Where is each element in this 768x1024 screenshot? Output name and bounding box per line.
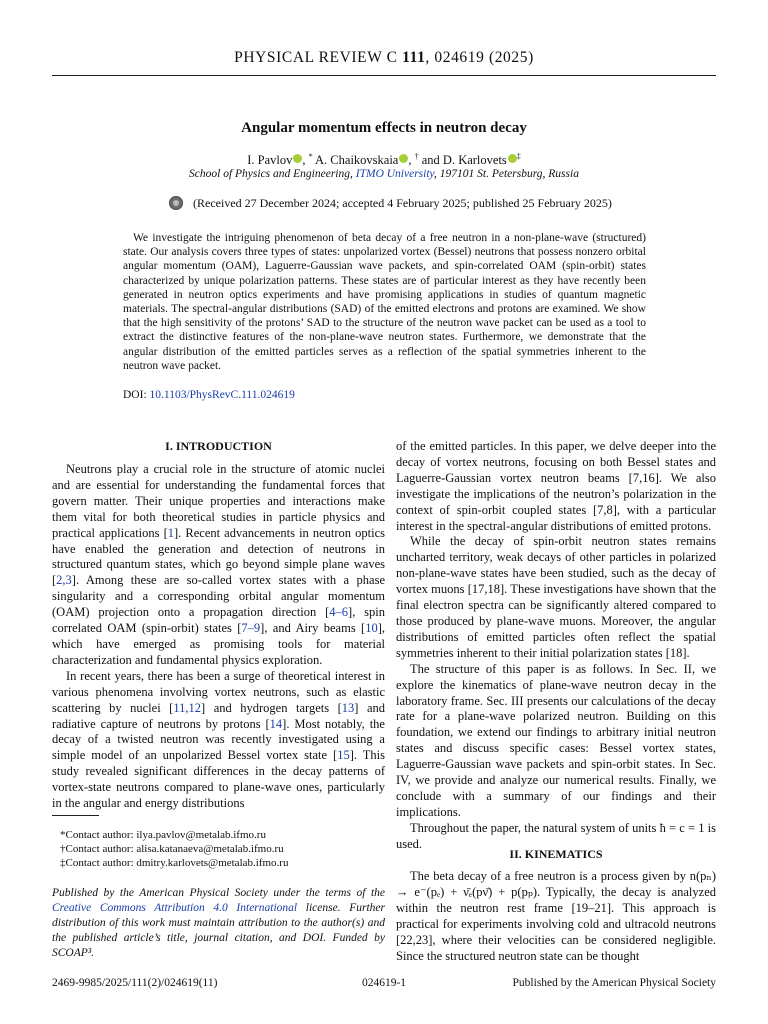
affiliation-link[interactable]: ITMO University xyxy=(355,168,435,180)
footer-page-number: 024619-1 xyxy=(361,977,407,989)
citation-link[interactable]: 15 xyxy=(337,748,350,763)
author-footnote-mark[interactable]: ‡ xyxy=(516,152,521,161)
paper-title: Angular momentum effects in neutron decay xyxy=(241,120,527,136)
footer-publisher: Published by the American Physical Society xyxy=(512,977,716,989)
crossmark-icon[interactable] xyxy=(169,196,183,210)
citation-link[interactable]: 7–9 xyxy=(241,621,261,636)
orcid-icon[interactable] xyxy=(508,154,517,163)
citation-link[interactable]: 13 xyxy=(341,700,355,715)
text: ]. This study revealed significant differences in the decay patterns of vortex-state neutrons compared to plane-wave ones, particularly in the angular and energy distributions xyxy=(52,748,385,811)
license-notice xyxy=(52,886,385,961)
text: ], and Airy beams [ xyxy=(260,621,366,636)
abstract: We investigate the intriguing phenomenon of beta decay of a free neutron in a non-plane-wave (structured) state. Our analysis covers three types of states: unpolarized vortex (Bessel) neutrons that possess nonzero orbital angular momentum (OAM), Laguerre-Gaussian wave packets, and spin-correlated OAM (spin-orbit) states characterized by unique polarization patterns. These states are of particular interest as they have recently been generated in neutron optics experiments and have promising applications in studies of quantum magnetic materials. The spectral-angular distributions (SAD) of the emitted electrons and protons are examined. We show that the high sensitivity of the protons’ SAD to the structure of the neutron wave packet can be used as a tool to extract the distinctive features of the non-plane-wave neutron states. Furthermore, we demonstrate that the angular distribution of the emitted particles serves as a reflection of the spatial symmetries inherent to the neutron wave packet. xyxy=(123,232,646,372)
citation-link[interactable]: 14 xyxy=(269,716,283,731)
paragraph: The beta decay of a free neutron is a process given by n(pₙ) → e⁻(pₑ) + ν̄ₑ(pν̄) + p(pₚ). Typically, the decay is analyzed within the neutron rest frame [19–21]. This approach is practical for experiments involving cold and ultracold neutrons [22,23], where their velocities can be considered negligible. Since the structured neutron state can be thought xyxy=(396,869,716,963)
citation-link[interactable]: 11,12 xyxy=(173,700,202,715)
citation-link[interactable]: 2,3 xyxy=(56,573,72,588)
paragraph xyxy=(52,669,385,812)
author-separator: , xyxy=(302,153,309,168)
citation-link[interactable]: 4–6 xyxy=(329,605,349,620)
author-name[interactable]: A. Chaikovskaia xyxy=(315,153,399,168)
orcid-icon[interactable] xyxy=(399,154,408,163)
license-link[interactable]: Creative Commons Attribution 4.0 International xyxy=(52,902,298,914)
footnote-rule xyxy=(52,815,99,816)
footnote: †Contact author: alisa.katanaeva@metalab.ifmo.ru xyxy=(60,843,284,856)
author-list xyxy=(0,152,768,168)
author-name[interactable]: D. Karlovets xyxy=(442,153,507,168)
journal-volume: 111 xyxy=(402,49,426,66)
author-name[interactable]: I. Pavlov xyxy=(247,153,293,168)
right-column xyxy=(396,439,716,853)
publication-dates: (Received 27 December 2024; accepted 4 February 2025; published 25 February 2025) xyxy=(193,196,612,210)
doi-line xyxy=(123,389,295,401)
author-separator: and xyxy=(418,153,443,168)
header-rule xyxy=(52,75,716,76)
left-column xyxy=(52,462,385,812)
doi-link[interactable]: 10.1103/PhysRevC.111.024619 xyxy=(149,389,295,401)
paragraph: Throughout the paper, the natural system of units ħ = c = 1 is used. xyxy=(396,820,716,851)
text: Neutrons play a crucial role in the structure of atomic nuclei and are essential for understanding the fundamental forces that govern matter. Their unique properties and interactions make them vital for both theoretical studies in particle physics and practical applications [ xyxy=(52,462,385,540)
citation-link[interactable]: 10 xyxy=(365,621,378,636)
affiliation-text: School of Physics and Engineering, xyxy=(189,168,356,180)
doi-label: DOI: xyxy=(123,389,150,401)
journal-header xyxy=(0,49,768,67)
paragraph xyxy=(52,462,385,669)
kinematics-column xyxy=(396,869,716,964)
affiliation xyxy=(0,168,768,180)
text: In recent years, there has been a surge of theoretical interest in various phenomena involving vortex neutrons, such as elastic scattering by nuclei [ xyxy=(52,668,385,715)
license-text: license. Further distribution of this work must maintain attribution to the author(s) and the published article’s title, journal citation, and DOI. Funded by SCOAP³. xyxy=(52,902,386,959)
footnote: ‡Contact author: dmitry.karlovets@metalab.ifmo.ru xyxy=(60,857,289,870)
text: ] and hydrogen targets [ xyxy=(201,700,342,715)
footnotes xyxy=(52,828,288,871)
text: ], which have emerged as promising tools for material characterization and fundamental physics exploration. xyxy=(52,621,386,667)
text: ] and radiative capture of neutrons by protons [ xyxy=(52,700,385,731)
text: ]. Most notably, the decay of a twisted neutron was recently investigated using a simple model of an unpolarized Bessel vortex state [ xyxy=(52,716,385,763)
author-footnote-mark[interactable]: † xyxy=(414,152,419,161)
citation-link[interactable]: 1 xyxy=(167,525,175,540)
text: ], spin correlated OAM (spin-orbit) states [ xyxy=(52,605,385,636)
footnote: *Contact author: ilya.pavlov@metalab.ifmo.ru xyxy=(60,829,266,841)
orcid-icon[interactable] xyxy=(293,154,302,163)
author-footnote-mark[interactable]: * xyxy=(308,152,313,161)
text: ]. Recent advancements in neutron optics have enabled the generation and detection of neutrons in structured quantum states, which go beyond simple plane waves [ xyxy=(52,525,385,588)
license-text: Published by the American Physical Society under the terms of the xyxy=(52,887,385,899)
journal-name: PHYSICAL REVIEW C xyxy=(234,49,398,66)
text: ]. Among these are so-called vortex states with a phase singularity and a corresponding orbital angular momentum (OAM) projection onto a propagation direction [ xyxy=(52,573,385,620)
article-number: , 024619 (2025) xyxy=(425,49,534,66)
section-title-introduction: I. INTRODUCTION xyxy=(165,439,272,453)
paragraph: of the emitted particles. In this paper, we delve deeper into the decay of vortex neutrons, focusing on both Bessel states and Laguerre-Gaussian vortex neutron beams [7,16]. We also investigate the implications of the neutron’s polarization in the context of spin-orbit coupled states [7,8], with a particular interest in the spectral-angular distributions of emitted protons. xyxy=(396,439,716,533)
footer-issn: 2469-9985/2025/111(2)/024619(11) xyxy=(52,977,218,989)
paragraph: While the decay of spin-orbit neutron states remains uncharted territory, weak decays of other particles in polarized non-plane-wave states have been studied, such as the decay of vortex muons [17,18]. These investigations have shown that the final electron spectra can be significantly altered compared to those produced by plane-wave muons. Moreover, the angular distributions of emitted particles often reflect the spatial symmetries inherent to their initial polarization states [18]. xyxy=(396,534,716,660)
affiliation-text: , 197101 St. Petersburg, Russia xyxy=(434,168,579,180)
author-separator: , xyxy=(408,153,415,168)
section-title-kinematics: II. KINEMATICS xyxy=(509,847,603,861)
paragraph: The structure of this paper is as follows. In Sec. II, we explore the kinematics of plane-wave neutron decay in the laboratory frame. Sec. III presents our calculations of the decay rate for a plane-wave polarized neutron. Building on this foundation, we extend our findings to arbitrary initial neutron states and discuss specific cases: Bessel vortex states, Laguerre-Gaussian wave packets and spin-orbit states. In Sec. IV, we provide and analyze our numerical results. Finally, we conclude with a summary of our findings and their implications. xyxy=(396,661,716,819)
